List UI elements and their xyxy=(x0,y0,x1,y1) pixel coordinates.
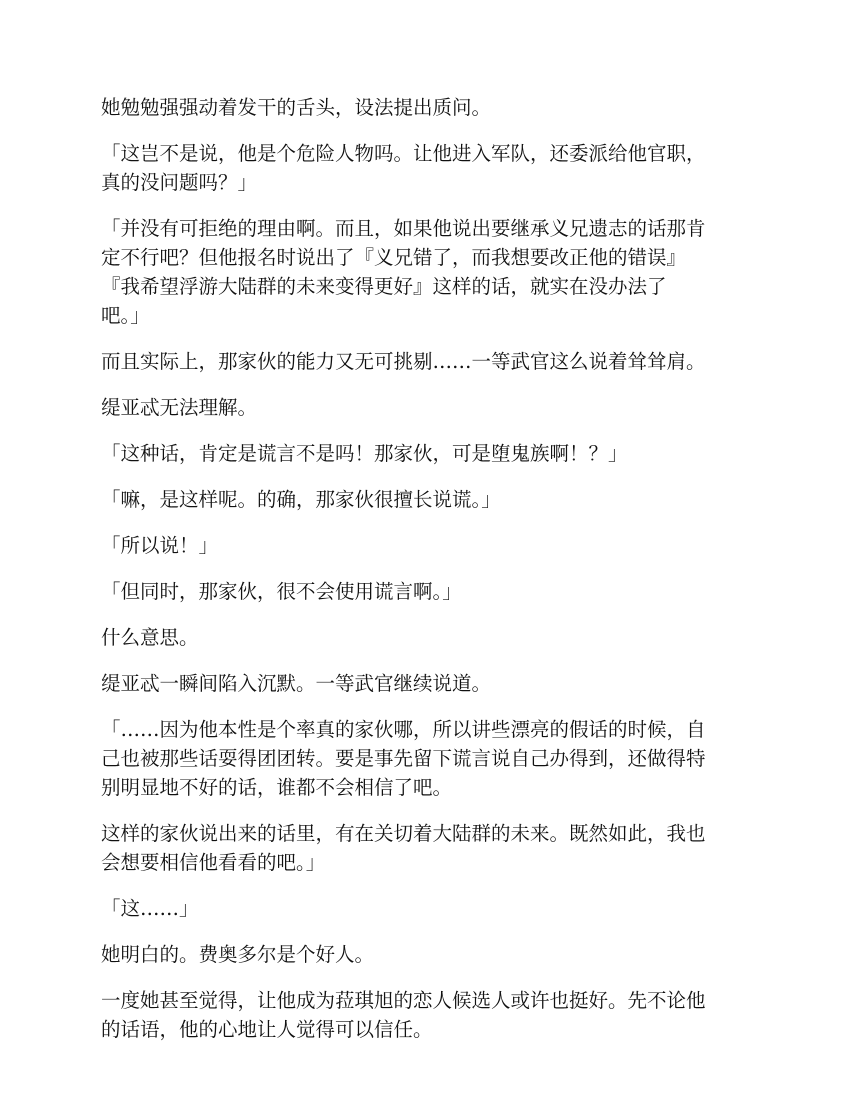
paragraph xyxy=(101,347,751,376)
text-line: 真的没问题吗？」 xyxy=(101,171,258,194)
paragraph xyxy=(101,669,751,698)
paragraph xyxy=(101,894,751,923)
paragraph xyxy=(101,139,751,197)
text-line: 「所以说！」 xyxy=(101,534,219,557)
paragraph xyxy=(101,531,751,560)
text-line: 「嘛，是这样呢。的确，那家伙很擅长说谎。」 xyxy=(101,488,501,511)
text-line: 的话语，他的心地让人觉得可以信任。 xyxy=(101,1018,433,1041)
text-line: 会想要相信他看看的吧。」 xyxy=(101,851,326,874)
text-line: 吧。」 xyxy=(101,304,150,327)
text-line: 一度她甚至觉得，让他成为菈琪旭的恋人候选人或许也挺好。先不论他 xyxy=(101,989,706,1012)
document-page xyxy=(101,93,751,1061)
text-line: 她勉勉强强动着发干的舌头，设法提出质问。 xyxy=(101,96,492,119)
text-line: 这样的家伙说出来的话里，有在关切着大陆群的未来。既然如此，我也 xyxy=(101,822,706,845)
text-line: 「并没有可拒绝的理由啊。而且，如果他说出要继承义兄遗志的话那肯 xyxy=(101,217,706,240)
text-line: 缇亚忒无法理解。 xyxy=(101,396,258,419)
paragraph xyxy=(101,623,751,652)
paragraph xyxy=(101,393,751,422)
paragraph xyxy=(101,715,751,802)
text-line: 什么意思。 xyxy=(101,626,199,649)
text-line: 「这岂不是说，他是个危险人物吗。让他进入军队，还委派给他官职， xyxy=(101,142,706,165)
paragraph xyxy=(101,93,751,122)
paragraph xyxy=(101,439,751,468)
text-line: 「但同时，那家伙，很不会使用谎言啊。」 xyxy=(101,580,462,603)
paragraph xyxy=(101,485,751,514)
text-line: 而且实际上，那家伙的能力又无可挑剔……一等武官这么说着耸耸肩。 xyxy=(101,350,706,373)
text-line: 定不行吧？但他报名时说出了『义兄错了，而我想要改正他的错误』 xyxy=(101,246,687,269)
paragraph xyxy=(101,986,751,1044)
paragraph xyxy=(101,214,751,330)
paragraph xyxy=(101,940,751,969)
text-line: 别明显地不好的话，谁都不会相信了吧。 xyxy=(101,776,453,799)
paragraph xyxy=(101,577,751,606)
paragraph xyxy=(101,819,751,877)
text-line: 『我希望浮游大陆群的未来变得更好』这样的话，就实在没办法了 xyxy=(101,275,667,298)
text-line: 她明白的。费奥多尔是个好人。 xyxy=(101,943,375,966)
text-line: 「这种话，肯定是谎言不是吗！那家伙，可是堕鬼族啊！？」 xyxy=(101,442,628,465)
text-line: 己也被那些话耍得团团转。要是事先留下谎言说自己办得到，还做得特 xyxy=(101,747,706,770)
text-line: 缇亚忒一瞬间陷入沉默。一等武官继续说道。 xyxy=(101,672,492,695)
text-line: 「这……」 xyxy=(101,897,199,920)
text-line: 「……因为他本性是个率真的家伙哪，所以讲些漂亮的假话的时候，自 xyxy=(101,718,706,741)
